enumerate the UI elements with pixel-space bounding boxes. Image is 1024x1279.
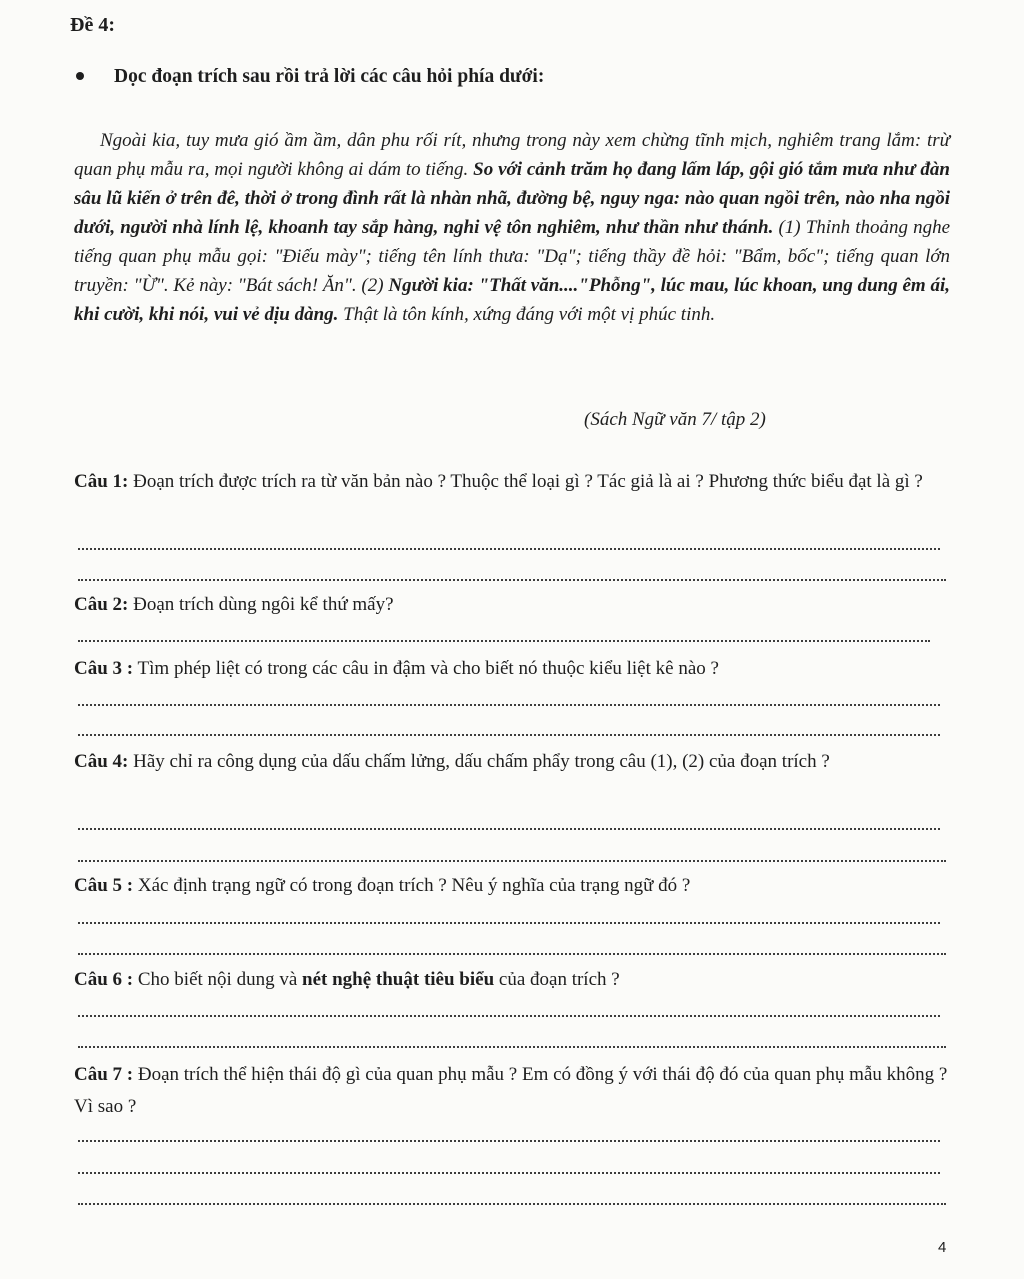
answer-line[interactable] (78, 1172, 940, 1174)
question-label: Câu 3 : (74, 658, 134, 679)
question-5 (74, 870, 950, 902)
answer-line[interactable] (78, 640, 930, 642)
question-label: Câu 1: (74, 471, 129, 492)
answer-line[interactable] (78, 922, 940, 924)
question-label: Câu 2: (74, 594, 129, 615)
question-text: Đoạn trích thể hiện thái độ gì của quan phụ mẫu ? Em có đồng ý với thái độ đó của quan phụ mẫu không ? Vì sao ? (74, 1064, 948, 1117)
question-label: Câu 6 : (74, 969, 134, 990)
answer-line[interactable] (78, 548, 940, 550)
passage-part-1: Ngoài kia, tuy mưa gió ầm ầm, dân phu rối rít, nhưng trong này xem chừng tĩnh mịch, nghiêm trang lắm: trừ quan phụ mẫu ra, mọi người không ai dám to tiếng. (74, 130, 950, 180)
answer-line[interactable] (78, 1015, 940, 1017)
question-text: Đoạn trích dùng ngôi kể thứ mấy? (128, 594, 394, 615)
question-2 (74, 589, 950, 621)
exam-heading: Đề 4: (70, 14, 115, 36)
passage-source: (Sách Ngữ văn 7/ tập 2) (584, 409, 766, 430)
passage-part-3: Thật là tôn kính, xứng đáng với một vị phúc tinh. (338, 304, 716, 325)
passage-bold-2: Người kia: "Thất văn...."Phỗng", lúc mau, lúc khoan, ung dung êm ái, khi cười, khi nói, vui vẻ dịu dàng. (74, 275, 950, 325)
answer-line[interactable] (78, 860, 946, 862)
question-text: Hãy chỉ ra công dụng của dấu chấm lửng, dấu chấm phẩy trong câu (1), (2) của đoạn trích ? (128, 751, 830, 772)
instruction-line (76, 66, 544, 88)
question-1 (74, 466, 950, 498)
passage-part-2: (1) Thỉnh thoảng nghe tiếng quan phụ mẫu gọi: "Điếu mày"; tiếng tên lính thưa: "Dạ"; tiếng thầy đề hỏi: "Bẩm, bốc"; tiếng quan lớn truyền: "Ừ". Kẻ này: "Bát sách! Ăn". (2) (74, 217, 951, 296)
question-text: Đoạn trích được trích ra từ văn bản nào ? Thuộc thể loại gì ? Tác giả là ai ? Phương thức biểu đạt là gì ? (128, 471, 923, 492)
question-4 (74, 746, 950, 778)
answer-line[interactable] (78, 579, 946, 581)
answer-line[interactable] (78, 734, 940, 736)
answer-line[interactable] (78, 1203, 946, 1205)
question-3 (74, 653, 950, 685)
answer-line[interactable] (78, 828, 940, 830)
answer-line[interactable] (78, 1140, 940, 1142)
question-label: Câu 5 : (74, 875, 134, 896)
reading-passage (74, 126, 950, 329)
question-text-bold: nét nghệ thuật tiêu biểu (302, 969, 495, 990)
question-text: Tìm phép liệt có trong các câu in đậm và cho biết nó thuộc kiểu liệt kê nào ? (133, 658, 719, 679)
question-label: Câu 7 : (74, 1064, 134, 1085)
answer-line[interactable] (78, 704, 940, 706)
question-label: Câu 4: (74, 751, 129, 772)
question-6 (74, 964, 950, 996)
page-number: 4 (938, 1239, 947, 1256)
question-text: Cho biết nội dung và (133, 969, 303, 990)
bullet-icon (76, 72, 84, 80)
answer-line[interactable] (78, 1046, 946, 1048)
question-text: của đoạn trích ? (494, 969, 620, 990)
passage-bold-1: So với cảnh trăm họ đang lấm láp, gội gió tắm mưa như đàn sâu lũ kiến ở trên đê, thời ở trong đình rất là nhàn nhã, đường bệ, nguy nga: nào quan ngồi trên, nào nha ngồi dưới, người nhà lính lệ, khoanh tay sắp hàng, nghi vệ tôn nghiêm, như thần như thánh. (74, 159, 950, 238)
instruction-text: Dọc đoạn trích sau rồi trả lời các câu hỏi phía dưới: (114, 66, 545, 87)
question-7 (74, 1059, 950, 1123)
answer-line[interactable] (78, 953, 946, 955)
question-text: Xác định trạng ngữ có trong đoạn trích ? Nêu ý nghĩa của trạng ngữ đó ? (133, 875, 691, 896)
